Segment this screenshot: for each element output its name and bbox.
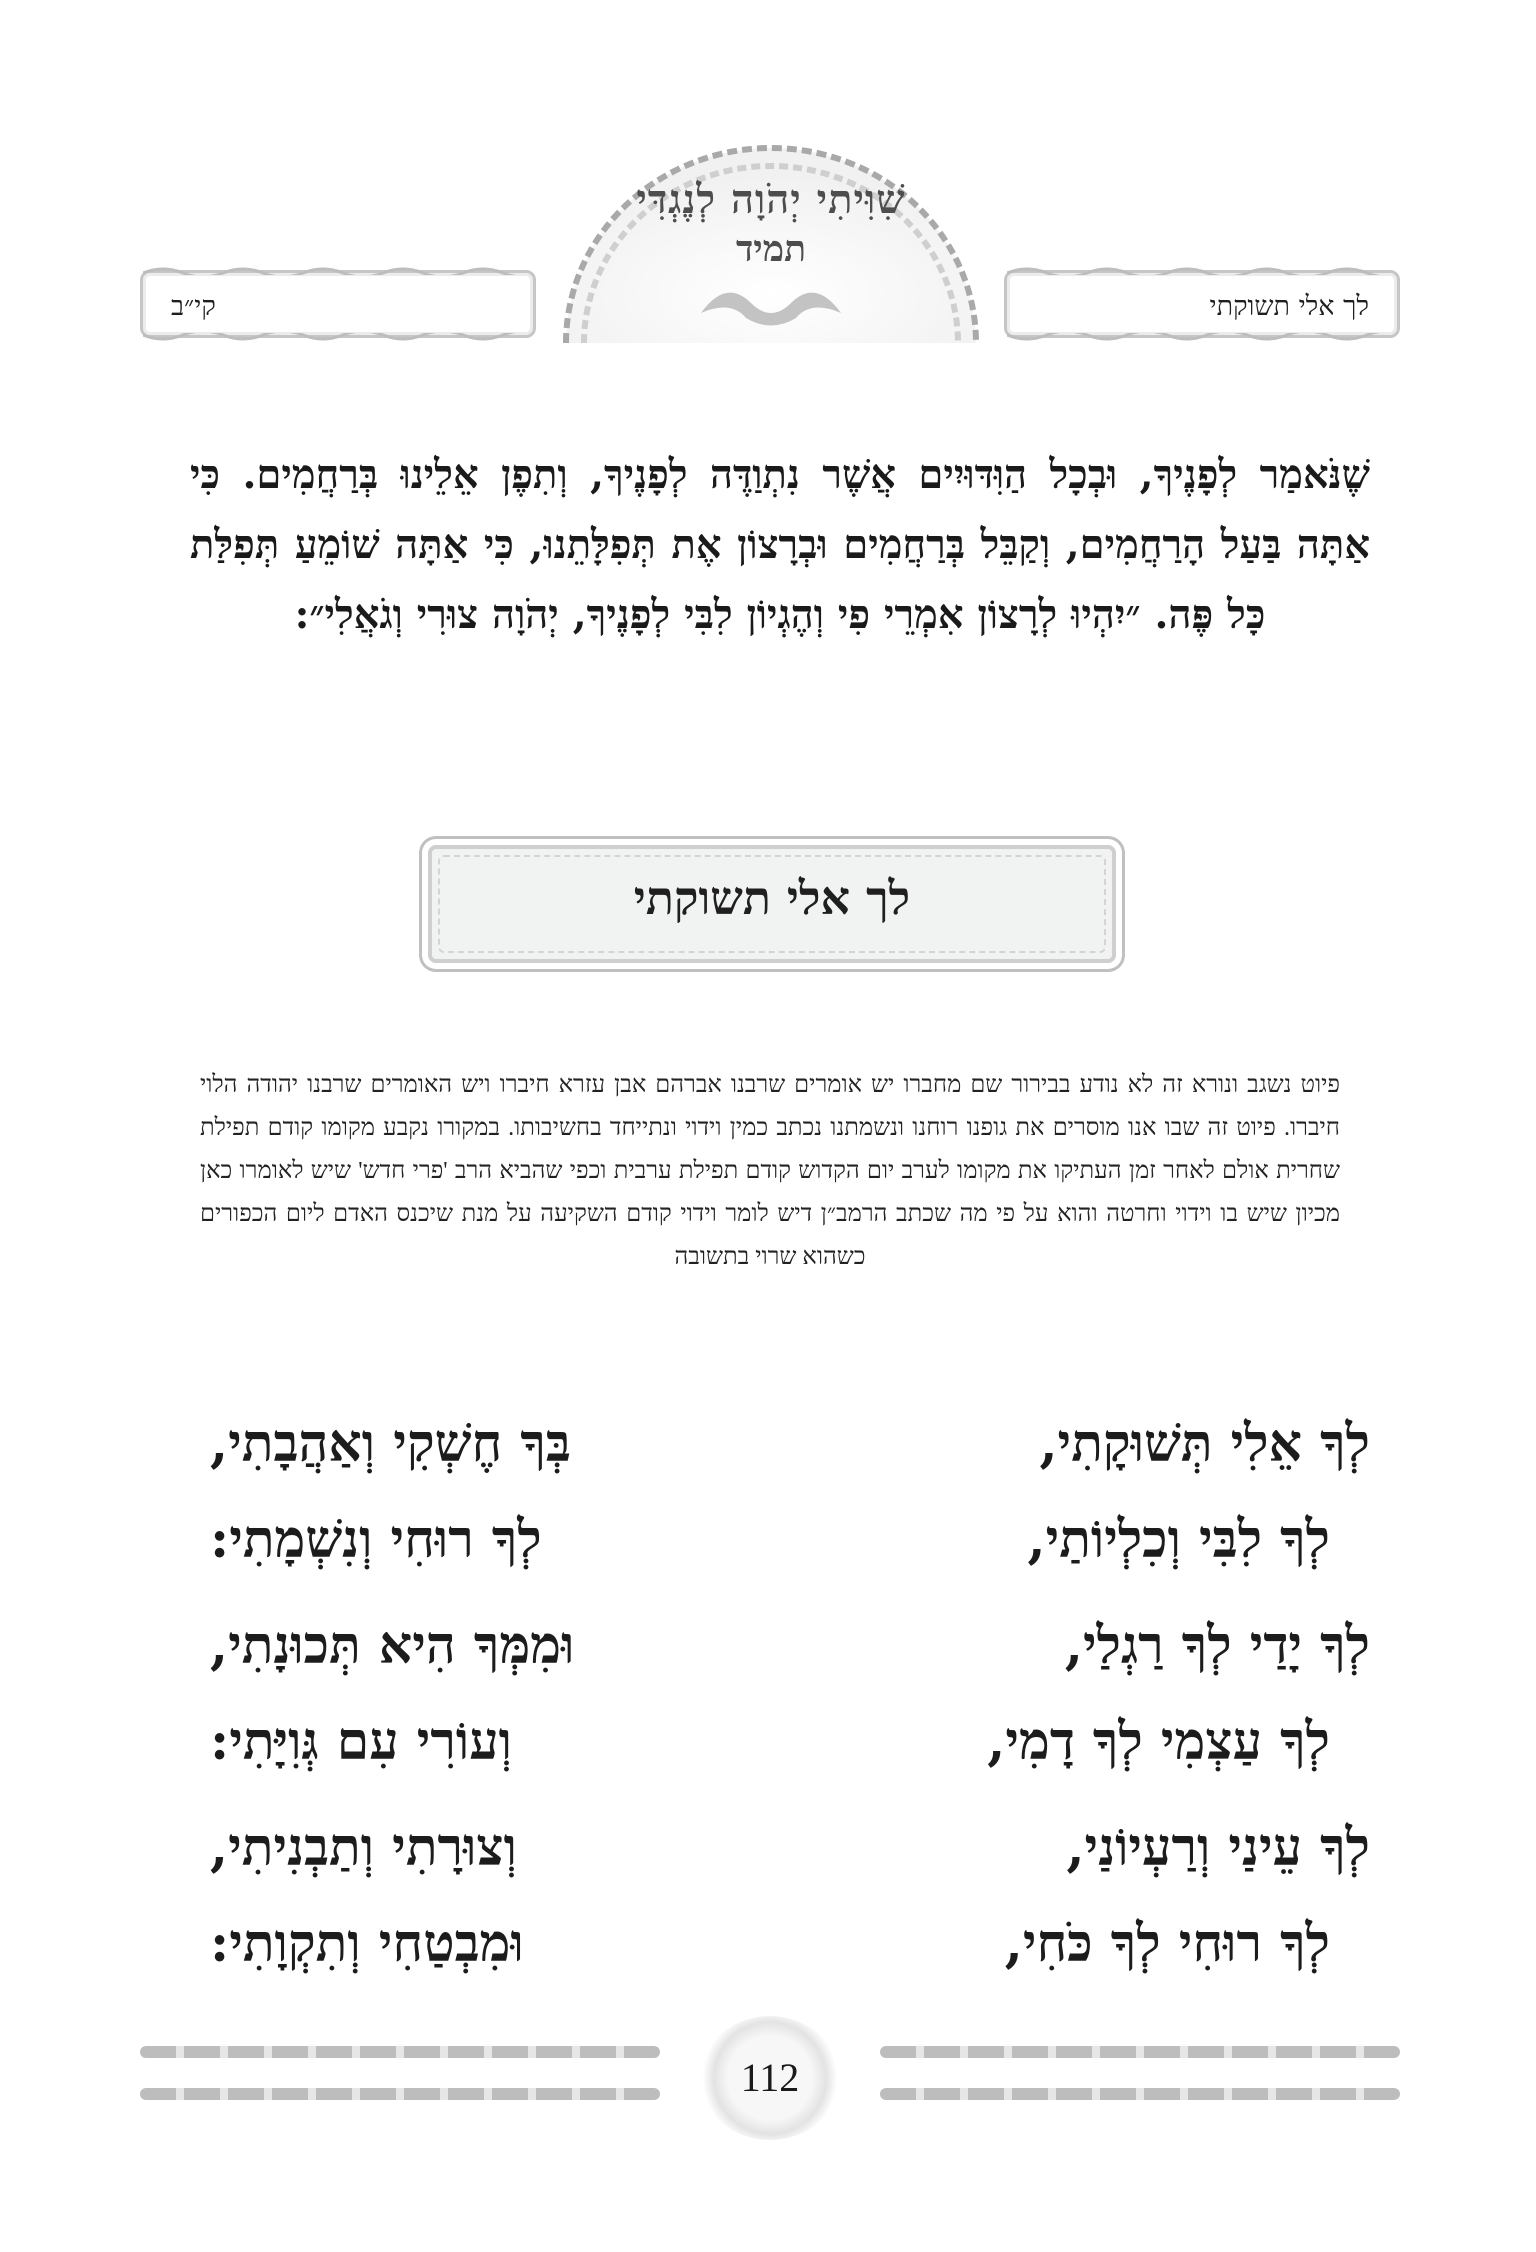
header-frame-left — [140, 270, 536, 338]
medallion-ornament-icon — [700, 2016, 840, 2140]
hemistich-first: לְךָ אֵלִי תְּשׁוּקָתִי, — [1039, 1412, 1370, 1474]
hemistich-first: לְךָ רוּחִי לְךָ כֹּחִי, — [1004, 1912, 1330, 1974]
section-title: לך אלי תשוקתי — [633, 871, 911, 925]
ornamental-border — [1007, 333, 1397, 343]
verse-line — [190, 1491, 1370, 1587]
hemistich-second: וְצוּרָתִי וְתַבְנִיתִי, — [210, 1816, 517, 1878]
page-number: 112 — [740, 2055, 800, 2100]
stanza — [190, 1799, 1370, 1991]
hemistich-second: לְךָ רוּחִי וְנִשְׁמָתִי: — [210, 1508, 542, 1570]
ornamental-rule — [880, 2088, 1400, 2100]
page-footer — [140, 2028, 1400, 2128]
hemistich-first: לְךָ עֵינַי וְרַעְיוֹנַי, — [1066, 1816, 1370, 1878]
verse-line — [190, 1693, 1370, 1789]
verse-line — [190, 1395, 1370, 1491]
stanza — [190, 1597, 1370, 1789]
ornamental-border — [143, 333, 533, 343]
hemistich-second: וְעוֹרִי עִם גְּוִיָּתִי: — [210, 1710, 512, 1772]
header-frame-right — [1004, 270, 1400, 338]
hemistich-first: לְךָ עַצְמִי לְךָ דָמִי, — [987, 1710, 1330, 1772]
introductory-note: פיוט נשגב ונורא זה לא נודע בבירור שם מחברו יש אומרים שרבנו אברהם אבן עזרא חיברו ויש האומרים שרבנו יהודה הלוי חיברו. פיוט זה שבו אנו מוסרים את גופנו רוחנו ונשמתנו נכתב כמין וידוי ונתייחד בחשיבותו. במקורו נקבע מקומו קודם תפילת שחרית אולם לאחר זמן העתיקו את מקומו לערב יום הקדוש קודם תפילת ערבית וכפי שהביא הרב 'פרי חדש' שיש לאומרו כאן מכיון שיש בו וידוי וחרטה והוא על פי מה שכתב הרמב״ן דיש לומר וידוי קודם השקיעה על מנת שיכנס האדם ליום הכפורים כשהוא שרוי בתשובה — [200, 1072, 1340, 1270]
folio-hebrew-numeral: קי״ב — [171, 291, 216, 322]
verse-line — [190, 1895, 1370, 1991]
hemistich-first: לְךָ יָדַי לְךָ רַגְלַי, — [1064, 1614, 1370, 1676]
verse-line — [190, 1799, 1370, 1895]
hemistich-second: בְּךָ חֶשְׁקִי וְאַהֲבָתִי, — [210, 1412, 571, 1474]
prayer-prose: שֶׁנֹּאמַר לְפָנֶיךָ, וּבְכָל הַוִּדּוּיִים אֲשֶׁר נִתְוַדֶּה לְפָנֶיךָ, וְתִפֶן אֵלֵינוּ בְּרַחֲמִים. כִּי אַתָּה בַּעַל הָרַחֲמִים, וְקַבֵּל בְּרַחֲמִים וּבְרָצוֹן אֶת תְּפִלָּתֵנוּ, כִּי אַתָּה שׁוֹמֵעַ תְּפִלַּת כָּל פֶּה. ״יִהְיוּ לְרָצוֹן אִמְרֵי פִי וְהֶגְיוֹן לִבִּי לְפָנֶיךָ, יְהֹוָה צוּרִי וְגֹאֲלִי״: — [190, 451, 1371, 638]
stanza — [190, 1395, 1370, 1587]
header-emblem — [556, 128, 986, 348]
ornamental-border — [1007, 265, 1397, 275]
hemistich-second: וּמִמְּךָ הִיא תְּכוּנָתִי, — [210, 1614, 575, 1676]
ornamental-border — [143, 265, 533, 275]
ornamental-rule — [140, 2046, 660, 2058]
running-title: לך אלי תשוקתי — [1209, 291, 1369, 322]
emblem-title: שִׁוִּיתִי יְהֹוָה לְנֶגְדִּי — [636, 176, 906, 223]
verse-line — [190, 1597, 1370, 1693]
poem — [190, 1395, 1370, 2001]
section-heading-frame — [428, 845, 1116, 963]
ornamental-rule — [140, 2088, 660, 2100]
hemistich-second: וּמִבְטַחִי וְתִקְוָתִי: — [210, 1912, 524, 1974]
ornamental-rule — [880, 2046, 1400, 2058]
emblem-subtitle: תמיד — [735, 228, 807, 270]
hemistich-first: לְךָ לִבִּי וְכִלְיוֹתַי, — [1027, 1508, 1330, 1570]
